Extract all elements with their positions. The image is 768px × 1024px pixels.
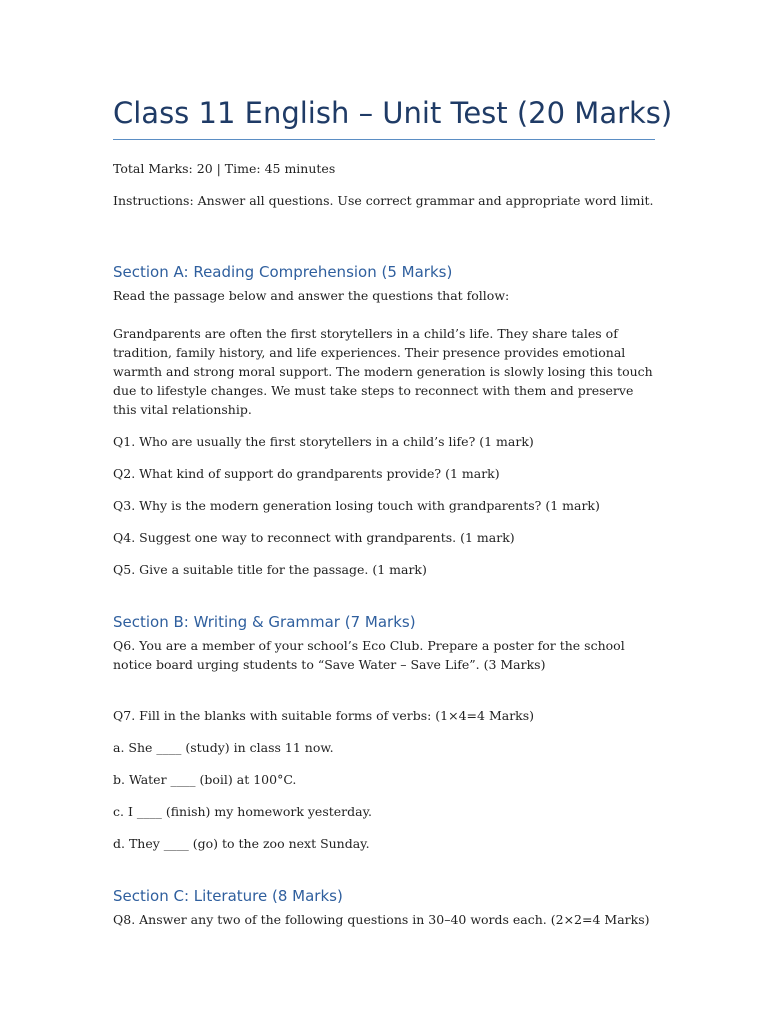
section-a-intro: Read the passage below and answer the questions that follow: [113,288,510,303]
question-q4: Q4. Suggest one way to reconnect with grandparents. (1 mark) [113,530,515,545]
instructions: Instructions: Answer all questions. Use correct grammar and appropriate word limit. [113,193,654,208]
reading-passage: Grandparents are often the first storytellers in a child’s life. They share tales of tradition, family history, and life experiences. Their presence provides emotional warmth and strong moral support. The modern generation is slowly losing this touch due to lifestyle changes. We must take steps to reconnect with them and preserve this vital relationship. [113,326,653,417]
section-c-heading: Section C: Literature (8 Marks) [113,887,343,905]
blank-item-a: a. She ____ (study) in class 11 now. [113,740,334,755]
test-meta: Total Marks: 20 | Time: 45 minutes [113,161,336,176]
section-b-heading: Section B: Writing & Grammar (7 Marks) [113,613,416,631]
question-q2: Q2. What kind of support do grandparents provide? (1 mark) [113,466,500,481]
question-q3: Q3. Why is the modern generation losing touch with grandparents? (1 mark) [113,498,600,513]
blank-item-c: c. I ____ (finish) my homework yesterday. [113,804,372,819]
question-q5: Q5. Give a suitable title for the passage. (1 mark) [113,562,427,577]
page-title: Class 11 English – Unit Test (20 Marks) [113,96,673,130]
title-underline [113,139,655,140]
section-a-heading: Section A: Reading Comprehension (5 Marks) [113,263,453,281]
blank-item-b: b. Water ____ (boil) at 100°C. [113,772,297,787]
question-q8: Q8. Answer any two of the following questions in 30–40 words each. (2×2=4 Marks) [113,912,650,927]
blank-item-d: d. They ____ (go) to the zoo next Sunday. [113,836,370,851]
question-q6: Q6. You are a member of your school’s Eco Club. Prepare a poster for the school notice board urging students to “Save Water – Save Life”. (3 Marks) [113,638,625,672]
question-q7: Q7. Fill in the blanks with suitable forms of verbs: (1×4=4 Marks) [113,708,535,723]
question-q1: Q1. Who are usually the first storytellers in a child’s life? (1 mark) [113,434,534,449]
